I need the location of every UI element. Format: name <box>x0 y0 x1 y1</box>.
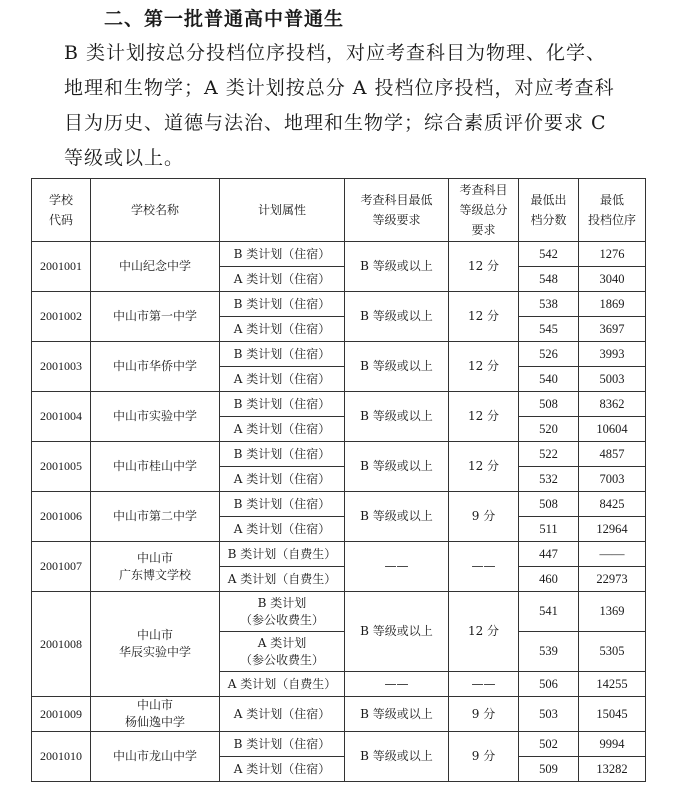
min-score: 532 <box>519 467 579 492</box>
min-rank: 15045 <box>579 697 646 732</box>
plan-type: A 类计划 （参公收费生） <box>220 632 345 672</box>
school-name: 中山市华侨中学 <box>91 342 220 392</box>
min-score: 548 <box>519 267 579 292</box>
min-score: 539 <box>519 632 579 672</box>
plan-type: B 类计划（住宿） <box>220 342 345 367</box>
school-code: 2001005 <box>32 442 91 492</box>
min-score: 508 <box>519 392 579 417</box>
min-score: 447 <box>519 542 579 567</box>
plan-type: A 类计划（自费生） <box>220 672 345 697</box>
min-rank: 5003 <box>579 367 646 392</box>
min-rank: 13282 <box>579 757 646 782</box>
plan-type: A 类计划（住宿） <box>220 317 345 342</box>
grade-total: 12 分 <box>449 292 519 342</box>
grade-total: 12 分 <box>449 342 519 392</box>
school-name: 中山市 华辰实验中学 <box>91 592 220 697</box>
min-rank: 9994 <box>579 732 646 757</box>
header-min-score: 最低出 档分数 <box>519 179 579 242</box>
plan-type: B 类计划（住宿） <box>220 732 345 757</box>
subject-grade: B 等级或以上 <box>345 342 449 392</box>
subject-grade: —— <box>345 672 449 697</box>
table-header-row <box>32 179 646 242</box>
table-row <box>32 292 646 317</box>
min-score: 511 <box>519 517 579 542</box>
min-score: 520 <box>519 417 579 442</box>
min-rank: 1276 <box>579 242 646 267</box>
plan-type: B 类计划（住宿） <box>220 292 345 317</box>
grade-total: 12 分 <box>449 242 519 292</box>
table-row <box>32 242 646 267</box>
table-row <box>32 342 646 367</box>
min-score: 460 <box>519 567 579 592</box>
subject-grade: B 等级或以上 <box>345 492 449 542</box>
min-rank: 10604 <box>579 417 646 442</box>
school-name: 中山市第二中学 <box>91 492 220 542</box>
grade-total: 9 分 <box>449 492 519 542</box>
min-rank: 1869 <box>579 292 646 317</box>
plan-type: A 类计划（住宿） <box>220 267 345 292</box>
school-code: 2001009 <box>32 697 91 732</box>
school-name: 中山市第一中学 <box>91 292 220 342</box>
grade-total: —— <box>449 672 519 697</box>
table-row <box>32 442 646 467</box>
min-rank: 3040 <box>579 267 646 292</box>
min-score: 503 <box>519 697 579 732</box>
subject-grade: B 等级或以上 <box>345 592 449 672</box>
plan-type: A 类计划（住宿） <box>220 757 345 782</box>
school-name: 中山市 杨仙逸中学 <box>91 697 220 732</box>
min-score: 538 <box>519 292 579 317</box>
min-rank: 4857 <box>579 442 646 467</box>
subject-grade: B 等级或以上 <box>345 442 449 492</box>
min-score: 526 <box>519 342 579 367</box>
header-school-name: 学校名称 <box>91 179 220 242</box>
header-school-code: 学校 代码 <box>32 179 91 242</box>
min-rank: 3697 <box>579 317 646 342</box>
plan-type: A 类计划（住宿） <box>220 417 345 442</box>
header-plan-type: 计划属性 <box>220 179 345 242</box>
table-row <box>32 592 646 632</box>
min-rank: 14255 <box>579 672 646 697</box>
table-row <box>32 732 646 757</box>
subject-grade: —— <box>345 542 449 592</box>
grade-total: 12 分 <box>449 592 519 672</box>
min-rank: 5305 <box>579 632 646 672</box>
min-rank: 22973 <box>579 567 646 592</box>
school-code: 2001008 <box>32 592 91 697</box>
min-rank: 1369 <box>579 592 646 632</box>
min-score: 522 <box>519 442 579 467</box>
grade-total: 12 分 <box>449 442 519 492</box>
table-row <box>32 542 646 567</box>
section-heading: 二、第一批普通高中普通生 <box>104 8 345 30</box>
plan-type: A 类计划（住宿） <box>220 517 345 542</box>
school-code: 2001002 <box>32 292 91 342</box>
school-code: 2001006 <box>32 492 91 542</box>
min-rank: —— <box>579 542 646 567</box>
grade-total: 9 分 <box>449 732 519 782</box>
plan-type: B 类计划（住宿） <box>220 392 345 417</box>
plan-type: A 类计划（自费生） <box>220 567 345 592</box>
min-rank: 12964 <box>579 517 646 542</box>
plan-type: B 类计划（住宿） <box>220 242 345 267</box>
plan-type: B 类计划（住宿） <box>220 492 345 517</box>
school-name: 中山市 广东博文学校 <box>91 542 220 592</box>
min-score: 508 <box>519 492 579 517</box>
header-grade-total: 考查科目 等级总分 要求 <box>449 179 519 242</box>
grade-total: 12 分 <box>449 392 519 442</box>
min-rank: 7003 <box>579 467 646 492</box>
paragraph-line-3: 目为历史、道德与法治、地理和生物学；综合素质评价要求 C <box>64 112 607 134</box>
plan-type: A 类计划（住宿） <box>220 697 345 732</box>
grade-total: 9 分 <box>449 697 519 732</box>
subject-grade: B 等级或以上 <box>345 242 449 292</box>
table-row <box>32 492 646 517</box>
plan-type: B 类计划（自费生） <box>220 542 345 567</box>
paragraph-line-2: 地理和生物学；A 类计划按总分 A 投档位序投档，对应考查科 <box>64 77 615 99</box>
min-score: 542 <box>519 242 579 267</box>
plan-type: A 类计划（住宿） <box>220 367 345 392</box>
subject-grade: B 等级或以上 <box>345 732 449 782</box>
admission-table <box>31 178 646 782</box>
plan-type: A 类计划（住宿） <box>220 467 345 492</box>
subject-grade: B 等级或以上 <box>345 292 449 342</box>
min-rank: 8425 <box>579 492 646 517</box>
min-score: 541 <box>519 592 579 632</box>
subject-grade: B 等级或以上 <box>345 392 449 442</box>
school-name: 中山市桂山中学 <box>91 442 220 492</box>
min-score: 502 <box>519 732 579 757</box>
school-name: 中山市实验中学 <box>91 392 220 442</box>
header-min-rank: 最低 投档位序 <box>579 179 646 242</box>
min-score: 506 <box>519 672 579 697</box>
school-code: 2001007 <box>32 542 91 592</box>
min-score: 545 <box>519 317 579 342</box>
grade-total: —— <box>449 542 519 592</box>
plan-type: B 类计划（住宿） <box>220 442 345 467</box>
school-code: 2001004 <box>32 392 91 442</box>
min-score: 509 <box>519 757 579 782</box>
school-code: 2001010 <box>32 732 91 782</box>
table-row <box>32 392 646 417</box>
school-name: 中山纪念中学 <box>91 242 220 292</box>
subject-grade: B 等级或以上 <box>345 697 449 732</box>
school-code: 2001003 <box>32 342 91 392</box>
school-code: 2001001 <box>32 242 91 292</box>
paragraph-line-4: 等级或以上。 <box>64 147 185 169</box>
school-name: 中山市龙山中学 <box>91 732 220 782</box>
min-rank: 3993 <box>579 342 646 367</box>
min-score: 540 <box>519 367 579 392</box>
paragraph-line-1: B 类计划按总分投档位序投档，对应考查科目为物理、化学、 <box>64 42 607 64</box>
table-row <box>32 697 646 732</box>
header-subject-grade: 考查科目最低 等级要求 <box>345 179 449 242</box>
plan-type: B 类计划 （参公收费生） <box>220 592 345 632</box>
min-rank: 8362 <box>579 392 646 417</box>
